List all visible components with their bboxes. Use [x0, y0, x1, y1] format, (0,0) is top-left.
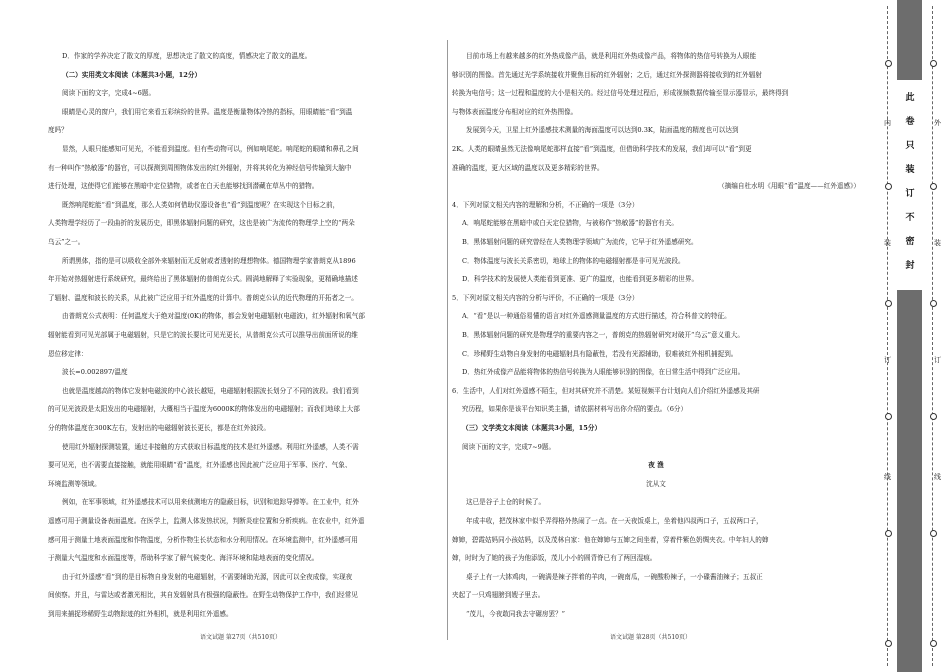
binding-hole-circle	[885, 530, 892, 537]
right-text-line: 2K。人类的眼睛虽然无法像响尾蛇那样直接“看”到温度，但借助科学技术的发展，我们却可以“看”到更	[452, 145, 752, 153]
outer-dashed-line	[932, 6, 933, 666]
left-page	[0, 0, 445, 672]
left-text-line: 乌云”之一。	[48, 238, 85, 246]
right-text-line: 婶婶，碧霞姑妈同小孩姑妈，以及茂林自家：他在婶婶与五婶之间坐着，穿着件紫色奶绸夹衣。中年妇人的婶	[452, 535, 769, 544]
seal-character: 只	[905, 141, 915, 151]
left-text-line: 波长=0.002897/温度	[62, 368, 128, 377]
inner-binding-mark: 线	[884, 473, 891, 481]
right-text-line: 4．下列对原文相关内容的理解和分析，不正确的一项是（3分）	[452, 200, 639, 209]
left-page-footer: 语文试题 第27页（共510页）	[200, 634, 281, 641]
left-text-line: 眼睛是心灵的窗户，我们用它来看五彩缤纷的世界。温度是衡量物体冷热的指标，用眼睛能“看”到温	[62, 107, 353, 116]
right-text-line: （三）文学类文本阅读（本题共3小题，15分）	[462, 424, 602, 432]
inner-label: 内	[884, 119, 891, 127]
binding-hole-circle	[930, 60, 937, 67]
binding-hole-circle	[930, 413, 937, 420]
right-text-line: D．热红外成像产品能将物体的热信号转换为人眼能够识别的图像，在日常生活中得到广泛应用。	[462, 368, 745, 377]
outer-binding-mark: 装	[934, 239, 941, 247]
seal-character: 装	[905, 165, 915, 175]
column-divider	[447, 40, 448, 640]
right-text-line: A．“看”是以一种通俗易懂的语言对红外遥感测量温度的方式进行描述，符合科普文的特征。	[462, 312, 731, 321]
binding-strip	[870, 0, 950, 672]
right-text-line: B．黑体辐射问题的研究是物理学的重要内容之一，普朗克的热辐射研究对破开“乌云”意义重大。	[462, 331, 744, 339]
seal-character: 此	[905, 93, 915, 103]
seal-character: 订	[905, 189, 915, 199]
left-text-line: 所谓黑体，指的是可以吸收全部外来辐射而无反射或者透射的理想物体。德国物理学家普朗克从1896	[62, 256, 356, 265]
left-text-line: 显然，人眼只能感知可见光，不能看到温度。但有些动物可以，例如响尾蛇。响尾蛇的眼睛和鼻孔之间	[62, 145, 359, 153]
left-text-line: 恩位移定律：	[48, 349, 88, 358]
left-text-line: 也就是温度越高的物体它发射电磁波的中心波长越短，电磁辐射根据波长划分了不同的波段。我们看到	[62, 386, 359, 395]
left-text-line: 辐射能看到可见光部属于电磁辐射，只是它的波长要比可见光更长，从普朗克公式可以推导出前面所说的维	[48, 331, 358, 339]
right-text-line: 年成丰收，把茂林家中似乎弄得格外热闹了一点。在一天夜饭桌上，坐着他四叔两口子，五叔两口子，	[466, 517, 763, 525]
left-text-line: 人类物理学经历了一段曲折的发展历史，即黑体辐射问题的研究，这也是被广为流传的物理学上空的“两朵	[48, 219, 355, 228]
left-text-line: 于测量大气温度和水面温度等，帮助科学家了解气候变化、海洋环境和陆地表面的变化情况。	[48, 554, 319, 563]
seal-bottom-block	[897, 290, 922, 672]
left-text-line: 由普朗克公式表明：任何温度大于绝对温度(0K)的物体，都会发射电磁辐射(电磁波)，红外辐射和氧气部	[62, 312, 365, 321]
right-text-line: 桌子上有一大钵鸡肉，一碗满是辣子拌着的羊肉，一碗南瓜，一碗酸粉辣子，一小碟酱油辣子；五叔正	[466, 572, 763, 581]
left-text-line: 有一种叫作“热敏器”的器官，可以探测到周围物体发出的红外辐射，并将其转化为神经信号传输到大脑中	[48, 163, 352, 172]
right-text-line: 究历程，如果你是该平台知识类主播，请依据材料写出你介绍的要点。（6分）	[462, 405, 688, 414]
left-text-line: D．作家的学养决定了散文的厚度，思想决定了散文的高度，情感决定了散文的温度。	[62, 52, 312, 60]
binding-hole-circle	[930, 530, 937, 537]
right-text-line: 发展到今天，卫星上红外遥感技术测量的海面温度可以达到0.3K，陆面温度的精度也可以达到	[466, 126, 739, 135]
right-text-line: 5．下列对原文相关内容的分析与评价，不正确的一项是（3分）	[452, 293, 639, 302]
right-text-line: 沈从文	[646, 479, 666, 488]
left-text-line: 阅读下面的文字，完成4~6题。	[62, 89, 156, 98]
right-text-line: 目前市场上有越来越多的红外热成像产品，就是利用红外热成像产品，将物体的热信号转换为人眼能	[466, 52, 757, 60]
inner-dashed-line	[887, 6, 888, 666]
right-text-line: （摘编自杜水明《用眼“看”温度——红外遥感》）	[718, 182, 860, 191]
right-text-line: C．物体温度与波长关系密切，地球上的物体的电磁辐射都是非可见光波段。	[462, 256, 685, 265]
left-text-line: 进行处理，这使得它们能够在黑暗中定位猎物，或者在白天也能够找到潜藏在草丛中的猎物。	[48, 182, 319, 191]
binding-hole-circle	[930, 300, 937, 307]
seal-character: 不	[905, 213, 915, 223]
binding-hole-circle	[885, 60, 892, 67]
right-page	[450, 0, 870, 672]
right-text-line: 婶，时时为了她的孩子为他添饭，茂儿小小的圆背脊已有了两回湿痕。	[452, 554, 657, 563]
binding-hole-circle	[885, 300, 892, 307]
outer-label: 外	[934, 119, 941, 127]
binding-hole-circle	[930, 640, 937, 647]
left-text-line: 感可用于测量土地表面温度和作物温度，分析作物生长状态和水分利用情况。在环境监测中，红外遥感可用	[48, 535, 358, 544]
left-text-line: 的可见光波段是太阳发出的电磁辐射，大概相当于温度为6000K的物体发出的电磁辐射；而我们地球上大部	[48, 405, 360, 414]
left-text-line: 环境监测等领域。	[48, 479, 101, 488]
right-text-line: B．黑体辐射问题的研究曾经在人类物理学领域广为流传，它早于红外遥感研究。	[462, 238, 698, 246]
left-text-line: 既然响尾蛇能“看”到温度，那么人类如何借助仪器设备也“看”到温度呢？在实现这个目标之前，	[62, 200, 340, 209]
seal-top-block	[897, 0, 922, 80]
left-text-line: 由于红外遥感“看”到的是目标物自身发射的电磁辐射，不需要辅助光源，因此可以全夜成像，实现夜	[62, 572, 353, 581]
binding-hole-circle	[885, 183, 892, 190]
seal-character: 卷	[905, 117, 915, 127]
right-text-line: 夹起了一只鸡翅膀到嫂子里去。	[452, 591, 545, 600]
left-text-line: （二）实用类文本阅读（本题共3小题，12分）	[62, 70, 202, 79]
outer-binding-mark: 线	[934, 473, 941, 481]
left-text-line: 要可见光，也不需要直接接触，就能用眼睛“看”温度，红外遥感也因此被广泛应用于军事、医疗、气象、	[48, 461, 352, 470]
right-text-line: “茂儿，今夜敢同我去守碾房罢？”	[466, 610, 566, 618]
right-text-line: 转换为电信号；这一过程和温度的大小是相关的。经过信号处理过程后，形成视频数据传输至显示器显示，最终得到	[452, 89, 789, 98]
right-text-line: 准确的温度，更大区域的温度以及更多精彩的世界。	[452, 163, 604, 172]
right-text-line: A．响尾蛇能够在黑暗中或白天定位猎物，与被称作“热敏器”的器官有关。	[462, 219, 678, 228]
right-text-line: 6．生活中，人们对红外遥感不陌生，但对其研究并不清楚。某短视频平台计划向人们介绍红外遥感及其研	[452, 386, 760, 395]
outer-binding-mark: 订	[934, 356, 941, 364]
binding-hole-circle	[930, 183, 937, 190]
right-text-line: 与物体表面温度分布相对应的红外热图像。	[452, 107, 578, 116]
left-text-line: 度吗？	[48, 126, 68, 135]
right-text-line: 够识别的图像。首先通过光学系统接收并聚焦目标的红外辐射；之后，通过红外探测器将接收到的红外辐射	[452, 70, 762, 79]
left-text-line: 分的物体温度在300K左右，发射出的电磁辐射波长更长，都是在红外波段。	[48, 424, 270, 432]
inner-binding-mark: 装	[884, 239, 891, 247]
right-page-footer: 语文试题 第28页（共510页）	[610, 634, 691, 641]
seal-character: 密	[905, 237, 915, 247]
left-text-line: 年开始对热辐射进行系统研究，最终给出了黑体辐射的普朗克公式。圆满地解释了实验现象，更精确地描述	[48, 275, 358, 284]
left-text-line: 例如，在军事领域，红外遥感技术可以用来侦测地方的隐蔽目标，识别和追踪导弹等。在工业中，红外	[62, 498, 359, 507]
right-text-line: C．珍稀野生动物自身发射的电磁辐射具有隐蔽性，若没有光源辅助，很难被红外相机捕捉到。	[462, 349, 738, 358]
left-text-line: 遥感可用于测量设备表面温度。在医学上，监测人体发热状况，判断炎症位置和分析疾病。在农业中，红外遥	[48, 517, 365, 525]
right-text-line: 阅读下面的文字，完成7~9题。	[462, 442, 556, 451]
seal-character: 封	[905, 261, 915, 271]
left-text-line: 使用红外辐射探测装置，通过非接触的方式获取目标温度的技术是红外遥感。利用红外遥感，人类不需	[62, 442, 359, 451]
right-text-line: 夜 渔	[648, 461, 664, 470]
left-text-line: 了辐射、温度和波长的关系，从此被广泛应用于红外温度的计算中。普朗克公认的近代物理的开拓者之一。	[48, 293, 358, 302]
binding-hole-circle	[885, 413, 892, 420]
right-text-line: 这已是谷子上仓的时候了。	[466, 498, 546, 507]
right-text-line: D．科学技术的发展使人类能看到更准、更广的温度，也能看到更多精彩的世界。	[462, 275, 699, 284]
left-text-line: 间侦察。并且，与雷达或者激光相比，其自发辐射具有极强的隐蔽性。在野生动物保护工作中，我们经常见	[48, 591, 358, 600]
inner-binding-mark: 订	[884, 356, 891, 364]
binding-hole-circle	[885, 640, 892, 647]
left-text-line: 到用来捕捉珍稀野生动物踪迹的红外相机，就是利用红外遥感。	[48, 610, 233, 618]
